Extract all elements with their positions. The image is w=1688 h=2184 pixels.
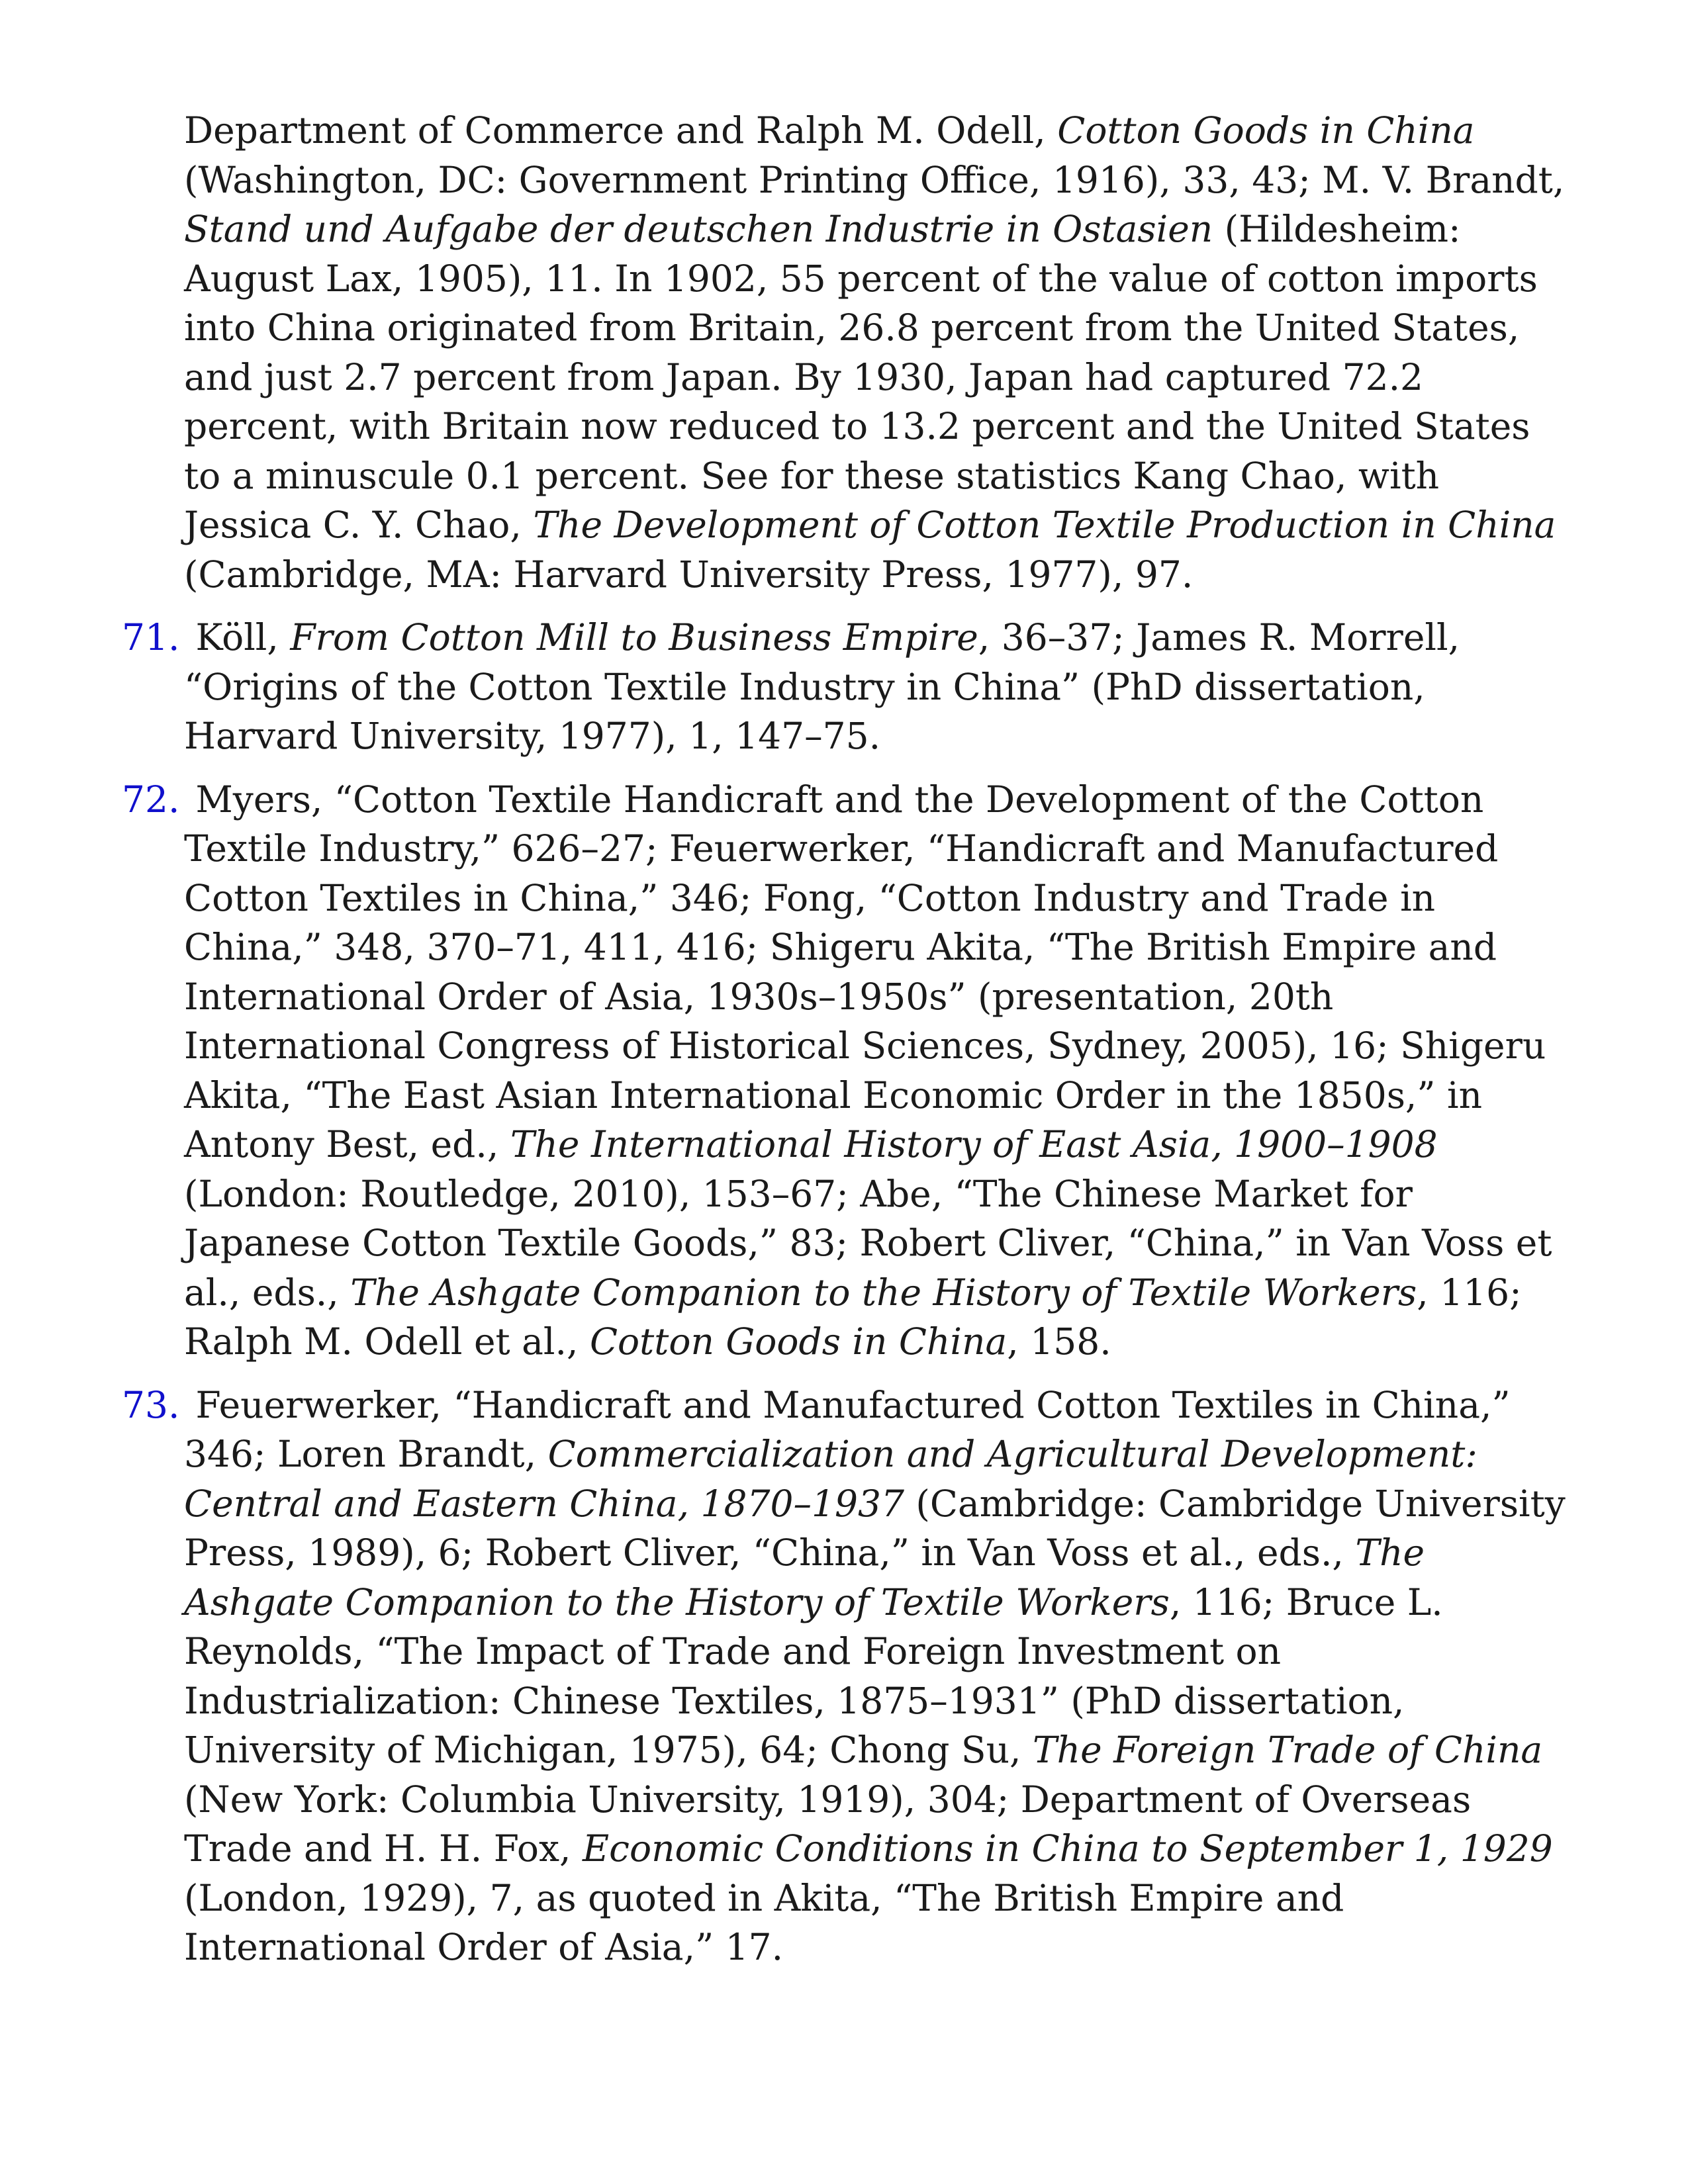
endnote-72-number-link[interactable]: 72. — [122, 778, 180, 821]
endnote-73 — [122, 1381, 1569, 1972]
endnote-73-number-link[interactable]: 73. — [122, 1383, 180, 1426]
note-text-title: Cotton Goods in China — [589, 1320, 1008, 1363]
note-text-title: The Ashgate Companion to the History of Textile Workers — [350, 1271, 1417, 1314]
note-text: (Cambridge, MA: Harvard University Press, 1977), 97. — [184, 553, 1194, 596]
note-text-title: From Cotton Mill to Business Empire — [290, 616, 978, 659]
note-text-title: The International History of East Asia, 1900–1908 — [510, 1123, 1438, 1165]
note-text: , 116; Bruce L. Reynolds, “The Impact of Trade and Foreign Investment on Industrialization: Chinese Textiles, 1875–1931” (PhD dissertation, University of Michigan, 1975), 64; Chong Su, — [184, 1580, 1443, 1771]
note-text: Department of Commerce and Ralph M. Odell, — [184, 109, 1058, 152]
note-text: (Hildesheim: August Lax, 1905), 11. In 1902, 55 percent of the value of cotton imports into China originated from Britain, 26.8 percent from the United States, and just 2.7 percent from Japan. By 1930, Japan had captured 72.2 percent, with Britain now reduced to 13.2 percent and the United States to a minuscule 0.1 percent. See for these statistics Kang Chao, with Jessica C. Y. Chao, — [184, 208, 1538, 546]
note-text: (New York: Columbia University, 1919), 304; Department of Overseas Trade and H. H. Fox, — [184, 1778, 1472, 1870]
note-text: Feuerwerker, “Handicraft and Manufactured Cotton Textiles in China,” 346; Loren Brandt, — [184, 1383, 1511, 1475]
note-text-title: The Development of Cotton Textile Production in China — [533, 504, 1556, 546]
note-text-title: Cotton Goods in China — [1057, 109, 1475, 152]
note-text: Köll, — [184, 616, 291, 659]
note-text: Myers, “Cotton Textile Handicraft and the Development of the Cotton Textile Industry,” 626–27; Feuerwerker, “Handicraft and Manufactured Cotton Textiles in China,” 346; Fong, “Cotton Industry and Trade in China,” 348, 370–71, 411, 416; Shigeru Akita, “The British Empire and International Order of Asia, 1930s–1950s” (presentation, 20th International Congress of Historical Sciences, Sydney, 2005), 16; Shigeru Akita, “The East Asian International Economic Order in the 1850s,” in Antony Best, ed., — [184, 778, 1546, 1165]
endnote-71-number-link[interactable]: 71. — [122, 616, 180, 659]
note-text: , 36–37; James R. Morrell, “Origins of the Cotton Textile Industry in China” (PhD dissertation, Harvard University, 1977), 1, 147–75. — [184, 616, 1460, 757]
endnote-72 — [122, 775, 1569, 1367]
note-text: (London, 1929), 7, as quoted in Akita, “The British Empire and International Order of Asia,” 17. — [184, 1876, 1344, 1968]
endnotes-page — [122, 106, 1569, 1972]
note-text-title: Economic Conditions in China to September 1, 1929 — [583, 1827, 1553, 1870]
note-text: , 158. — [1007, 1320, 1111, 1363]
note-text: (Washington, DC: Government Printing Office, 1916), 33, 43; M. V. Brandt, — [184, 158, 1565, 201]
note-text: (Cambridge: Cambridge University Press, 1989), 6; Robert Cliver, “China,” in Van Voss et al., eds., — [184, 1482, 1566, 1574]
endnote-71 — [122, 613, 1569, 761]
note-text-title: The Ashgate Companion to the History of Textile Workers — [184, 1531, 1425, 1623]
note-text-title: Stand und Aufgabe der deutschen Industrie in Ostasien — [184, 208, 1213, 250]
note-text-title: The Foreign Trade of China — [1033, 1729, 1543, 1771]
note-text: (London: Routledge, 2010), 153–67; Abe, “The Chinese Market for Japanese Cotton Textile Goods,” 83; Robert Cliver, “China,” in Van Voss et al., eds., — [184, 1172, 1552, 1314]
note-text: , 116; Ralph M. Odell et al., — [184, 1271, 1522, 1363]
endnote-70-continued — [122, 106, 1569, 599]
note-text-title: Commercialization and Agricultural Development: Central and Eastern China, 1870–1937 — [184, 1433, 1477, 1525]
